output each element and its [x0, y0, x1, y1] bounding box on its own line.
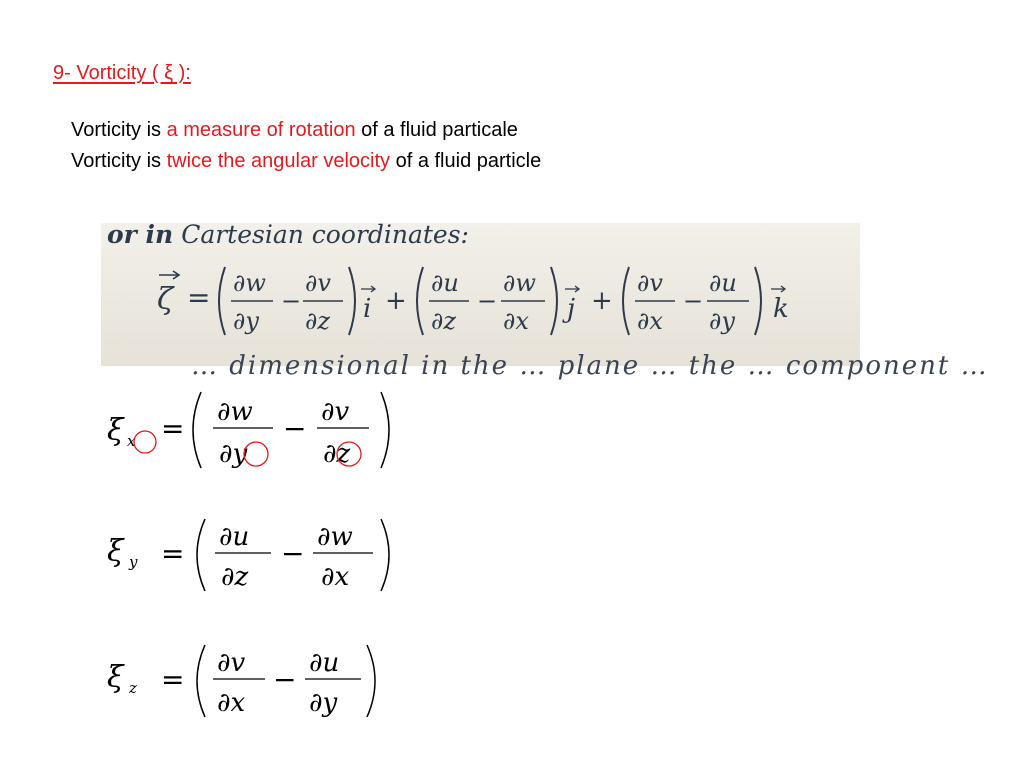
- z-den-a: ∂x: [217, 688, 246, 718]
- definition-1-highlight: a measure of rotation: [166, 119, 356, 141]
- scan-term-j: [417, 267, 579, 335]
- paren-left: [197, 519, 205, 591]
- paren-right: [381, 519, 389, 591]
- scan-t1-num-b: ∂v: [305, 269, 331, 297]
- paren-right: [381, 392, 389, 468]
- paren-right: [367, 645, 375, 717]
- z-den-b: ∂y: [309, 688, 338, 718]
- red-circle-highlight: [244, 442, 268, 466]
- unit-vector-k: k: [773, 294, 789, 324]
- paren-left: [197, 645, 205, 717]
- scan-term-i: [219, 267, 375, 335]
- y-num-b: ∂w: [317, 522, 353, 552]
- vorticity-vector-equation: [153, 261, 853, 341]
- subscript-y: y: [129, 553, 138, 571]
- minus-sign: −: [281, 537, 305, 570]
- paren-left: [193, 392, 201, 468]
- xi-symbol: ξ: [107, 413, 124, 448]
- section-heading: 9- Vorticity ( ξ ):: [53, 62, 191, 84]
- equals-sign: =: [161, 663, 185, 696]
- scan-t3-num-a: ∂v: [637, 269, 663, 297]
- subscript-x: x: [127, 432, 136, 450]
- scan-t2-num-a: ∂u: [431, 269, 459, 297]
- zeta-symbol: ζ: [157, 282, 174, 317]
- scan-t2-minus: −: [477, 287, 498, 315]
- x-den-a: ∂y: [219, 439, 248, 469]
- definition-2-highlight: twice the angular velocity: [166, 150, 391, 172]
- vector-arrow-icon: [771, 286, 785, 292]
- scan-t2-den-b: ∂x: [503, 307, 529, 335]
- equals-sign: =: [161, 537, 185, 570]
- scan-term-k: [623, 267, 789, 335]
- paren-right: [551, 267, 557, 335]
- x-den-b: ∂z: [323, 439, 351, 469]
- vector-arrow-icon: [565, 286, 579, 292]
- x-num-a: ∂w: [217, 397, 253, 427]
- paren-left: [623, 267, 629, 335]
- unit-vector-j: j: [567, 294, 576, 324]
- z-num-b: ∂u: [309, 648, 340, 678]
- y-den-b: ∂x: [321, 562, 350, 592]
- equals-sign: =: [161, 412, 185, 445]
- definition-line-1: [71, 119, 518, 142]
- scan-t2-den-a: ∂z: [431, 307, 457, 335]
- vector-arrow-icon: [361, 286, 375, 292]
- scan-t3-den-a: ∂x: [637, 307, 663, 335]
- vector-arrow-icon: [159, 271, 179, 279]
- definition-2-suffix: of a fluid particle: [390, 150, 542, 172]
- scan-caption-text: Cartesian coordinates:: [181, 220, 469, 249]
- xi-symbol: ξ: [107, 534, 124, 569]
- scan-caption-prefix: or in: [107, 220, 174, 249]
- scan-t3-den-b: ∂y: [709, 307, 735, 335]
- vorticity-z-equation: [105, 641, 405, 721]
- minus-sign: −: [283, 412, 307, 445]
- scan-plus-2: +: [591, 286, 613, 316]
- scan-t3-num-b: ∂u: [709, 269, 737, 297]
- scan-t1-den-a: ∂y: [233, 307, 259, 335]
- paren-left: [417, 267, 423, 335]
- definition-1-prefix: Vorticity is: [71, 119, 167, 141]
- scan-t1-den-b: ∂z: [305, 307, 331, 335]
- scan-cutoff-text: … dimensional in the … plane … the … component …: [191, 351, 989, 381]
- definition-line-2: [71, 150, 541, 173]
- xi-symbol: ξ: [107, 660, 124, 695]
- y-den-a: ∂z: [221, 562, 249, 592]
- y-num-a: ∂u: [219, 522, 250, 552]
- scan-t2-num-b: ∂w: [503, 269, 536, 297]
- scan-t3-minus: −: [683, 287, 704, 315]
- minus-sign: −: [273, 663, 297, 696]
- scan-equals: =: [187, 281, 211, 314]
- definition-1-suffix: of a fluid particale: [355, 119, 518, 141]
- scan-caption: [107, 220, 469, 249]
- definition-2-prefix: Vorticity is: [71, 150, 167, 172]
- vorticity-x-equation: [105, 390, 405, 470]
- scan-t1-minus: −: [281, 287, 302, 315]
- scan-t1-num-a: ∂w: [233, 269, 266, 297]
- paren-left: [219, 267, 225, 335]
- unit-vector-i: i: [363, 294, 372, 324]
- paren-right: [755, 267, 761, 335]
- subscript-z: z: [129, 679, 137, 697]
- scan-plus-1: +: [385, 286, 407, 316]
- red-circle-highlight: [134, 431, 156, 453]
- x-num-b: ∂v: [321, 397, 350, 427]
- textbook-scan-image: [101, 220, 989, 381]
- paren-right: [349, 267, 355, 335]
- vorticity-y-equation: [105, 517, 405, 597]
- z-num-a: ∂v: [217, 648, 246, 678]
